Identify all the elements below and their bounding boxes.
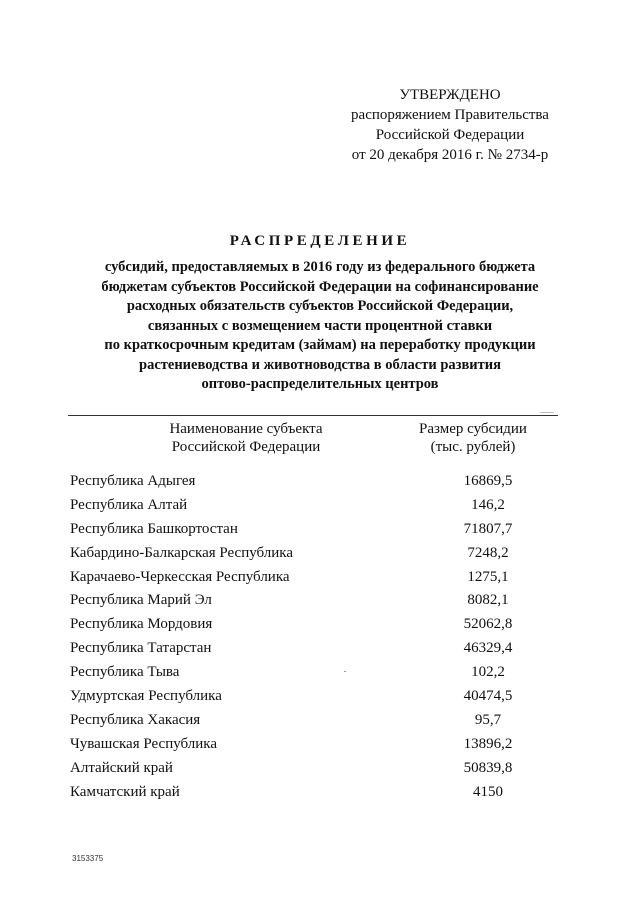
subsidy-amount: 4150: [473, 783, 503, 800]
approval-line-1: распоряжением Правительства: [351, 107, 549, 123]
table-row: [68, 613, 558, 637]
region-name: Республика Марий Эл: [70, 592, 212, 609]
region-name: Удмуртская Республика: [70, 688, 222, 705]
region-name: Камчатский край: [70, 783, 180, 800]
subsidy-amount: 52062,8: [463, 616, 513, 633]
subsidy-amount: 40474,5: [463, 688, 513, 705]
region-name: Республика Хакасия: [70, 711, 201, 728]
table-row: [68, 589, 558, 613]
table-row: [68, 542, 558, 566]
subtitle-line: субсидий, предоставляемых в 2016 году из федерального бюджета: [104, 259, 536, 275]
subsidy-amount: 102,2: [471, 664, 505, 681]
column-header-amount-line: Размер субсидии: [419, 421, 527, 437]
table-top-rule: [68, 415, 558, 416]
table-row: [68, 709, 558, 733]
subsidy-amount: 146,2: [471, 496, 505, 513]
table-row: [68, 685, 558, 709]
table-row: [68, 661, 558, 685]
region-name: Чувашская Республика: [70, 735, 218, 752]
subsidy-amount: 71807,7: [463, 520, 513, 537]
region-name: Республика Адыгея: [70, 473, 196, 489]
region-name: Кабардино-Балкарская Республика: [70, 544, 294, 561]
subtitle-line: бюджетам субъектов Российской Федерации на софинансирование: [101, 278, 539, 295]
footer-document-number: 3153375: [72, 854, 104, 863]
subtitle-line: расходных обязательств субъектов Российской Федерации,: [126, 298, 514, 314]
subtitle-line: по краткосрочным кредитам (займам) на переработку продукции: [104, 337, 536, 353]
table-header: [68, 420, 558, 460]
subtitle-line: связанных с возмещением части процентной ставки: [147, 317, 493, 334]
table-row: [68, 757, 558, 781]
table-row: [68, 733, 558, 757]
scan-speck: [540, 412, 554, 413]
table-row: [68, 781, 558, 805]
region-name: Республика Татарстан: [70, 640, 212, 657]
column-header-name: [126, 420, 366, 456]
region-name: Республика Алтай: [70, 496, 188, 513]
table-body: [68, 470, 558, 804]
region-name: Республика Башкортостан: [70, 520, 238, 537]
approval-stamp: [300, 85, 600, 165]
scan-speck: [344, 671, 346, 672]
table-row: [68, 518, 558, 542]
column-header-name-line: Наименование субъекта: [169, 421, 323, 437]
approval-line-2: Российской Федерации: [375, 127, 525, 143]
subsidy-amount: 95,7: [474, 711, 502, 728]
table-row: [68, 637, 558, 661]
subsidy-amount: 1275,1: [467, 568, 509, 585]
subsidy-amount: 50839,8: [463, 759, 513, 776]
table-row: [68, 566, 558, 590]
subsidy-amount: 8082,1: [467, 592, 509, 609]
table-row: [68, 494, 558, 518]
region-name: Карачаево-Черкесская Республика: [70, 568, 290, 585]
approval-line-3: от 20 декабря 2016 г. № 2734-р: [351, 147, 549, 163]
region-name: Республика Тыва: [70, 664, 180, 681]
subsidy-amount: 13896,2: [463, 735, 513, 752]
region-name: Республика Мордовия: [70, 616, 213, 633]
column-header-amount: [388, 420, 558, 456]
column-header-name-line: Российской Федерации: [171, 439, 321, 455]
subsidy-amount: 46329,4: [463, 640, 513, 657]
subtitle-line: растениеводства и животноводства в области развития: [139, 356, 501, 373]
subsidy-amount: 7248,2: [467, 544, 509, 561]
document-title: РАСПРЕДЕЛЕНИЕ: [229, 233, 411, 249]
approval-word: УТВЕРЖДЕНО: [399, 87, 501, 103]
document-subtitle: [70, 258, 570, 395]
column-header-amount-line: (тыс. рублей): [430, 439, 516, 455]
table-row: [68, 470, 558, 494]
region-name: Алтайский край: [70, 759, 173, 776]
subtitle-line: оптово-распределительных центров: [201, 376, 439, 392]
subsidy-amount: 16869,5: [463, 473, 513, 489]
